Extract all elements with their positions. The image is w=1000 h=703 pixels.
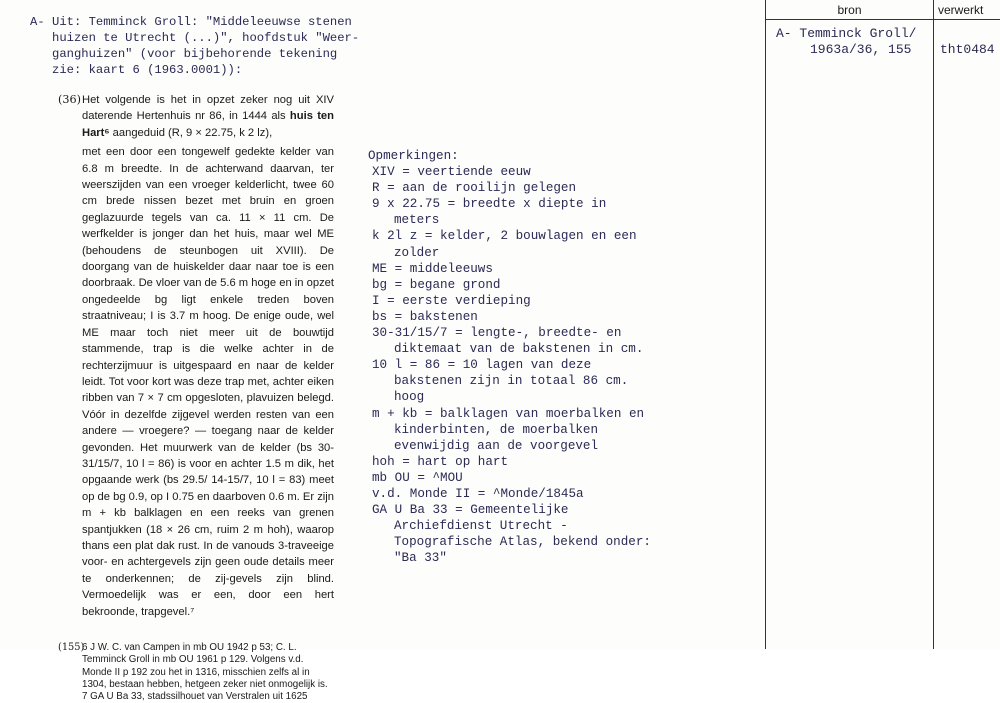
remark-item: bs = bakstenen xyxy=(372,309,478,324)
remark-item: 10 l = 86 = 10 lagen van deze bakstenen zijn in totaal 86 cm. hoog xyxy=(372,358,629,405)
remark-item: GA U Ba 33 = Gemeentelijke Archiefdienst Utrecht - Topografische Atlas, bekend onder: "Ba 33" xyxy=(372,503,651,566)
remarks-list xyxy=(368,148,657,566)
column-divider xyxy=(933,0,934,649)
remark-item: bg = begane grond xyxy=(372,277,501,292)
footnote: 7 GA U Ba 33, stadssilhouet van Verstralen uit 1625 xyxy=(82,691,308,703)
paragraph-body: met een door een tongewelf gedekte kelder van 6.8 m breedte. In de achterwand daarvan, ter weerszijden van een vroeger kelderlicht, twee 60 cm brede nissen bezet met bruin en groen geglazuurde tegels van ca. 11 × 11 cm. De werfkelder is jonger dan het huis, maar wel ME (behoudens de steunbogen uit XVIII). De doorgang van de huiskelder daar naar toe is een doorbraak. De vloer van de 5.6 m hoge en in opzet ongedeelde bg ligt enkele treden boven straatniveau; I is 3.7 m hoog. De enige oude, wel ME maar toch niet meer uit de bouwtijd stammende, trap is die welke achter in de rechterzijmuur is uitgespaard en naar de kelder leidt. Tot voor kort was deze trap met, achter eiken ribben van 7 × 7 cm opgesloten, plavuizen belegd. Vóór in dezelfde zijgevel werden resten van een andere — vroegere? — toegang naar de kelder gevonden. Het muurwerk van de kelder (bs 30-31/15/7, 10 l = 86) is voor en achter 1.5 m dik, het opgaande werk (bs 29.5/ 14-15/7, 10 l = 83) meet op de bg 0.9, op I 0.75 en daarboven 0.6 m. Er zijn m + kb balklagen en een reeks van grenen spantjukken (18 × 26 cm, ruim 2 m hoh), waarop thans een plat dak rust. In de vanouds 3-traveeige voor- en achtergevels zijn geen oude details meer te onderkennen; de zij-gevels zijn blind. Vermoedelijk was er een, door een hert bekroonde, trapgevel.⁷ xyxy=(82,146,334,618)
remark-item: R = aan de rooilijn gelegen xyxy=(372,181,577,196)
panel-header xyxy=(766,0,1000,20)
remark-item: XIV = veertiende eeuw xyxy=(372,165,531,180)
remarks-title: Opmerkingen: xyxy=(368,149,459,163)
remark-item: I = eerste verdieping xyxy=(372,293,531,308)
remarks-items xyxy=(372,164,657,566)
remark-item: hoh = hart op hart xyxy=(372,454,509,469)
remark-item: mb OU = ^MOU xyxy=(372,470,463,485)
house-name: huis ten Hart⁶ xyxy=(82,110,334,139)
processed-code: tht0484 xyxy=(940,42,995,57)
remark-item: m + kb = balklagen van moerbalken en kinderbinten, de moerbalken evenwijdig aan de voorgevel xyxy=(372,406,645,453)
header-verwerkt: verwerkt xyxy=(938,3,984,17)
footnotes xyxy=(30,642,365,703)
intro-citation xyxy=(30,14,365,78)
quoted-paragraph xyxy=(30,92,365,620)
header-bron: bron xyxy=(837,3,862,17)
paragraph-head: Het volgende is het in opzet zeker nog uit XIV daterende Hertenhuis nr 86, in 1444 als huis ten Hart⁶ aangeduid (R, 9 × 22.75, k 2 lz), xyxy=(82,94,334,139)
footnote-page-marker: (155) xyxy=(58,642,85,653)
source-panel xyxy=(765,0,1000,649)
page-marker: (36) xyxy=(58,93,81,106)
left-column xyxy=(30,14,365,703)
intro-label: A- xyxy=(30,15,45,29)
remark-item: ME = middeleeuws xyxy=(372,261,493,276)
source-reference: A- Temminck Groll/ 1963a/36, 155 xyxy=(776,26,917,57)
footnote: 6 J W. C. van Campen in mb OU 1942 p 53; C. L. Temminck Groll in mb OU 1961 p 129. Volgens v.d. Monde II p 192 zou het in 1316, misschien zelfs al in 1304, bestaan hebben, hetgeen zeker niet onmogelijk is. xyxy=(82,642,328,690)
remark-item: k 2l z = kelder, 2 bouwlagen en een zolder xyxy=(372,229,637,260)
remark-item: 9 x 22.75 = breedte x diepte in meters xyxy=(372,197,607,228)
remark-item: 30-31/15/7 = lengte-, breedte- en diktemaat van de bakstenen in cm. xyxy=(372,326,644,357)
intro-text: Uit: Temminck Groll: "Middeleeuwse stenen huizen te Utrecht (...)", hoofdstuk "Weer-ganghuizen" (voor bijbehorende tekening zie: kaart 6 (1963.0001)): xyxy=(52,15,360,77)
remark-item: v.d. Monde II = ^Monde/1845a xyxy=(372,486,584,501)
